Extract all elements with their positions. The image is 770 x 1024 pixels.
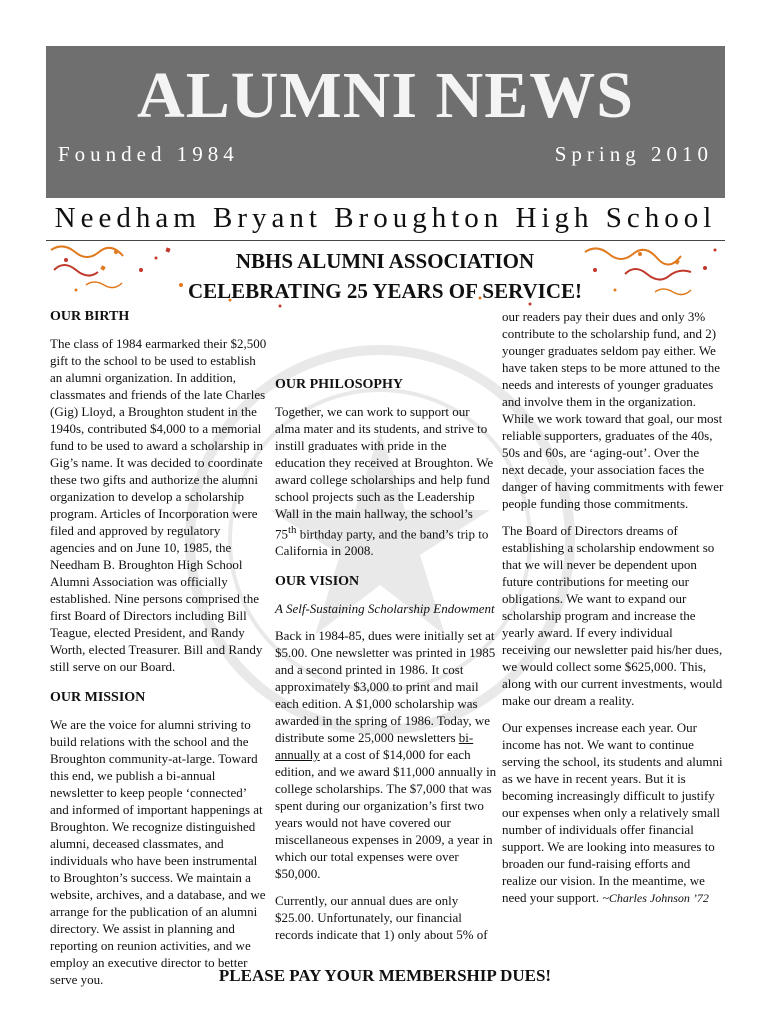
vision-paragraph-2: Currently, our annual dues are only $25.00. Unfortunately, our financial records indicate that 1) only about 5% of: [275, 893, 488, 943]
philosophy-sup: th: [288, 524, 297, 536]
headline-line-2: CELEBRATING 25 YEARS OF SERVICE!: [187, 279, 583, 303]
birth-heading: OUR BIRTH: [50, 309, 130, 324]
philosophy-text-a: Together, we can work to support our alma mater and its students, and strive to instill graduates with pride in the education they received at Broughton. We award college scholarships and help fund school projects such as the Leadership Wall in the main hallway, the school’s 75: [275, 404, 494, 542]
philosophy-text-b: birthday party, and the band’s trip to California in 2008.: [275, 526, 489, 559]
vision-paragraph-3: The Board of Directors dreams of establishing a scholarship endowment so that we will never be dependent upon future contributions for meeting our obligations. We want to expand our scholarship program and increase the yearly award. If every individual receiving our newsletter paid his/her dues, we would collect some $625,000. This, along with our current investments, would make our dream a reality.: [502, 523, 723, 708]
vision-paragraph-2-continued: our readers pay their dues and only 3% contribute to the scholarship fund, and 2) younger graduates seldom pay either. We have taken steps to be more attuned to the needs and interests of younger graduates and involve them in the organization. While we work toward that goal, our most reliable supporters, graduates of the 40s, 50s and 60s, are ‘aging-out’. Over the next decade, your association faces the danger of having commitments with fewer people funding those commitments.: [502, 309, 724, 511]
vision-p4-text: Our expenses increase each year. Our income has not. We want to continue serving the school, its students and alumni as we have in recent years. But it is becoming increasingly difficult to justify our expenses when only a relatively small number of individuals offer financial support. We are looking into measures to broaden our fund-raising efforts and realize our vision. In the meantime, we need your support.: [502, 720, 723, 905]
vision-p1-a: Back in 1984-85, dues were initially set at $5.00. One newsletter was printed in 1985 and a second printed in 1986. It cost approximately $3,000 to print and mail each edition. A $1,000 scholarship was awarded in the spring of 1986. Today, we distribute some 25,000 newsletters: [275, 628, 496, 746]
philosophy-heading: OUR PHILOSOPHY: [275, 377, 403, 392]
vision-p1-underlined: bi-annually: [275, 730, 474, 763]
mission-body: We are the voice for alumni striving to build relations with the school and the Broughton community-at-large. Toward this end, we publish a bi-annual newsletter to keep people ‘connected’ and informed of important happenings at Broughton. We recognize distinguished alumni, deceased classmates, and individuals who have been instrumental to Broughton’s success. We maintain a website, archives, and a database, and we arrange for the publication of an alumni directory. We assist in planning and reporting on reunion activities, and we employ an executive director to better serve you.: [50, 717, 266, 987]
vision-paragraph-1: [275, 627, 497, 882]
vision-paragraph-4: [502, 719, 724, 907]
column-3: [502, 308, 724, 917]
headline: [60, 246, 710, 306]
newsletter-title: ALUMNI NEWS: [137, 59, 634, 132]
mission-heading: OUR MISSION: [50, 690, 146, 705]
column-2: [275, 308, 497, 943]
signature: ~Charles Johnson ’72: [602, 891, 709, 905]
issue-date: Spring 2010: [554, 142, 713, 166]
vision-heading: OUR VISION: [275, 574, 360, 590]
vision-subheading: A Self-Sustaining Scholarship Endowment: [275, 601, 495, 617]
column-2-spacer: [275, 308, 497, 376]
philosophy-body: [275, 403, 497, 559]
headline-line-1: NBHS ALUMNI ASSOCIATION: [235, 249, 535, 273]
founded-date: Founded 1984: [58, 142, 239, 166]
birth-body: The class of 1984 earmarked their $2,500 gift to the school to be used to establish an alumni organization. In addition, classmates and friends of the late Charles (Gig) Lloyd, a Broughton student in the 1940s, contributed $4,000 to a memorial fund to be used to award a scholarship in Gig’s name. It was decided to coordinate these two gifts and authorize the alumni organization to develop a scholarship program. Articles of Incorporation were filed and approved by regulatory agencies and on June 10, 1985, the Needham B. Broughton High School Alumni Association was officially established. Nine persons comprised the first Board of Directors including Bill Teague, elected President, and Randy Worth, elected Treasurer. Bill and Randy still serve on our Board.: [50, 336, 267, 674]
school-name: Needham Bryant Broughton High School: [54, 202, 717, 234]
masthead: [46, 46, 725, 198]
vision-p1-b: at a cost of $14,000 for each edition, and we award $11,000 annually in college scholarships. The $7,000 that was spent during our organization’s first two years would not have covered our miscellaneous expenses in 2009, a year in which our total expenses were over $50,000.: [275, 747, 497, 882]
column-1: [50, 308, 268, 998]
footer-call-to-action: PLEASE PAY YOUR MEMBERSHIP DUES!: [218, 966, 552, 985]
